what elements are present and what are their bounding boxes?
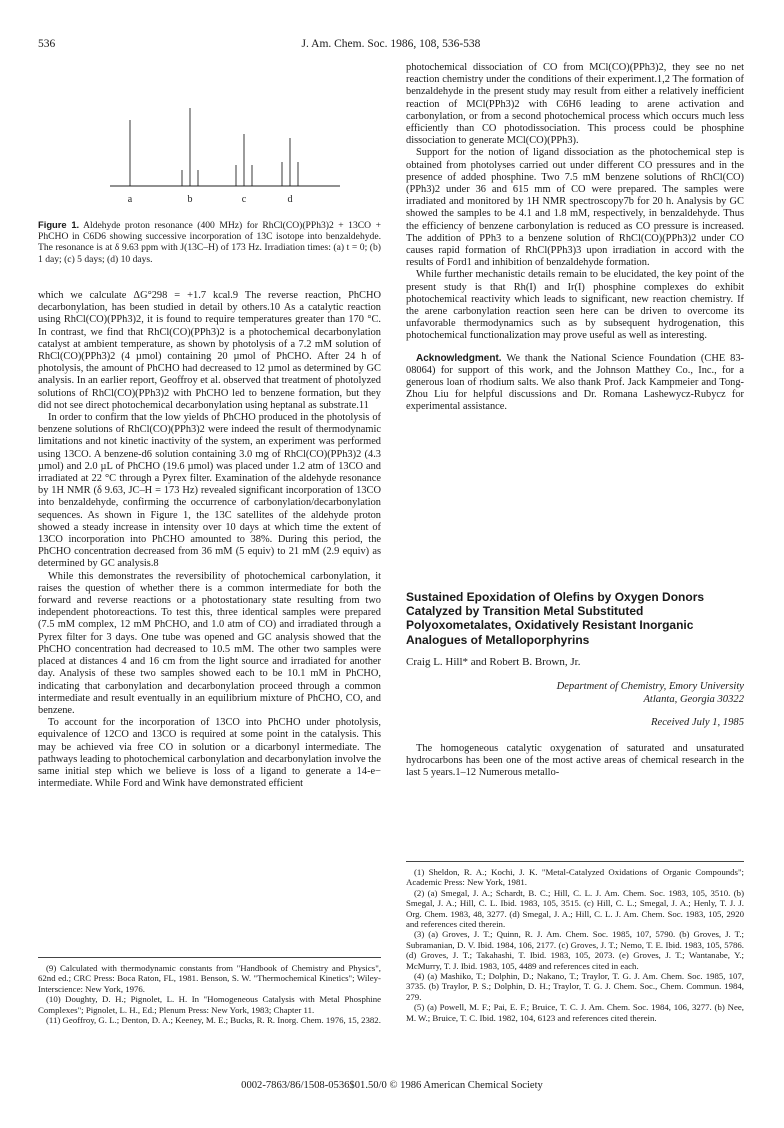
footnote: (1) Sheldon, R. A.; Kochi, J. K. "Metal-Catalyzed Oxidations of Organic Compounds"; Academic Press: New York, 1981. [406, 867, 744, 888]
copyright-footer: 0002-7863/86/1508-0536$01.50/0 © 1986 American Chemical Society [241, 1080, 543, 1091]
article-title: Sustained Epoxidation of Olefins by Oxygen Donors Catalyzed by Transition Metal Substituted Polyoxometalates, Oxidatively Resistant Inorganic Analogues of Metalloporphyrins [406, 590, 705, 647]
figure-label-c: c [241, 194, 247, 205]
body-paragraph: photochemical dissociation of CO from MCl(CO)(PPh3)2, they see no net reaction chemistry under the conditions of their experiment.1,2 The formation of benzaldehyde in the present study may result from either a relatively inefficient reaction of MCl(PPh3)2 with C6H6 leading to arene activation and carbonylation, or from a second photochemical process which occurs much less efficiently than CO photodissociation. This process could be phosphine dissociation to generate MCl(CO)(PPh3). [406, 62, 744, 147]
caption-label: Figure 1. [38, 219, 80, 230]
body-paragraph: While this demonstrates the reversibility of photochemical carbonylation, it raises the question of whether there is a common intermediate for both the forward and reverse reactions or a photostationary state resulting from two independent photoreactions. To test this, three identical samples were prepared (7.5 mM complex, 12 mM PhCHO, and 1.0 atm of CO) and irradiated through a Pyrex filter for 3 days. One tube was opened and GC analysis showed that the PhCHO concentration had decreased to 10.5 mM. The other two samples were placed at distances 4 and 16 cm from the light source and irradiated for another day. Analysis of these two samples showed each to be 10.1 mM in PhCHO, indicating that carbonylation and decarbonylation proceed through a common intermediate and result eventually in an equilibrium mixture of PhCHO, CO, and benzene. [38, 570, 381, 716]
figure-label-b: b [187, 194, 193, 205]
figure-caption [38, 219, 381, 265]
acknowledgment-text: We thank the National Science Foundation (CHE 83-08064) for support of this work, and the Johnson Matthey Co., Inc., for a generous loan of rhodium salts. We also thank Prof. Jack Kampmeier and Tong-Zhou Liu for helpful discussions and Dr. Romana Lashewycz-Rubycz for experimental assistance. [406, 352, 744, 413]
affiliation-department: Department of Chemistry, Emory University [556, 681, 744, 692]
footnote: (11) Geoffroy, G. L.; Denton, D. A.; Keeney, M. E.; Bucks, R. R. Inorg. Chem. 1976, 15, 2382. [46, 1015, 381, 1026]
body-paragraph: While further mechanistic details remain to be elucidated, the key point of the present study is that Rh(I) and Ir(I) phosphine complexes do exhibit photochemical reactivity which leads to significant, new reaction chemistry. If the arene carbonylation reaction seen here can be driven to overcome its unfavorable thermodynamics such as by subsequent hydrogenation, this photochemical functionalization may prove useful as well as interesting. [406, 269, 744, 342]
footnote: (10) Doughty, D. H.; Pignolet, L. H. In "Homogeneous Catalysis with Metal Phosphine Complexes"; Pignolet, L. H., Ed.; Plenum Press: New York, 1983; Chapter 11. [38, 994, 381, 1015]
right-footnotes [406, 861, 744, 1023]
page-number: 536 [38, 38, 56, 50]
body-paragraph: To account for the incorporation of 13CO into PhCHO under photolysis, equivalence of 12CO and 13CO is required at some point in the catalysis. This may be achieved via free CO in solution or a dicarbonyl intermediate. The pathways leading to photochemical carbonylation and decarbonylation involve the same initial step which we believe is loss of a ligand to generate a 14-e− intermediate. While Ford and Wink have demonstrated efficient [38, 717, 381, 790]
right-column [406, 62, 744, 414]
left-column [38, 290, 381, 790]
left-footnotes [38, 957, 381, 1025]
acknowledgment-label: Acknowledgment. [416, 352, 502, 364]
running-header [38, 38, 744, 54]
body-paragraph: In order to confirm that the low yields of PhCHO produced in the photolysis of benzene solutions of RhCl(CO)(PPh3)2 were indeed the result of thermodynamic limitations and not kinetic inactivity of the system, an experiment was performed using 13CO. A benzene-d6 solution containing 3.0 mg of RhCl(CO)(PPh3)2 (4.3 µmol) and 2.0 µL of PhCHO (19.6 µmol) was placed under 1.2 atm of 13CO and irradiated at 22 °C through a Pyrex filter. Examination of the aldehyde resonance by 1H NMR (δ 9.63, JC–H = 173 Hz) revealed significant incorporation of 13CO into benzaldehyde, confirming the occurrence of carbonylation/decarbonylation sequences. As shown in Figure 1, the 13C satellites of the aldehyde proton showed a steady increase in intensity over 10 days at which time the extent of 13CO incorporation into PhCHO amounted to 38%. During this period, the PhCHO concentration decreased from 36 mM (5 equiv) to 21 mM (2.9 equiv) as determined by GC analysis.8 [38, 412, 381, 570]
body-paragraph: which we calculate ΔG°298 = +1.7 kcal.9 The reverse reaction, PhCHO decarbonylation, has been studied in detail by others.10 As a catalytic reaction using RhCl(CO)(PPh3)2, it is found to require temperatures greater than 170 °C. In contrast, we find that RhCl(CO)(PPh3)2 is a photochemical decarbonylation catalyst at ambient temperature, as shown by photolysis of a 7.2 mM solution of RhCl(CO)(PPh3)2 (4 µmol) containing 20 µmol of PhCHO. After 24 h of photolysis, the amount of PhCHO had decreased to 12 µmol as determined by GC analysis. In an earlier report, Geoffroy et al. observed that treatment of photolyzed solutions of RhCl(CO)(PPh3)2 with PhCHO led to benzene formation, but they did not see direct photochemical decarbonylation using heptanal as substrate.11 [38, 290, 381, 411]
body-paragraph: Support for the notion of ligand dissociation as the photochemical step is obtained from photolyses carried out under different CO pressures and in the presence of added phosphine. Two 7.5 mM benzene solutions of RhCl(CO)(PPh3)2 under 36 and 615 mm of CO were prepared. The samples were irradiated and monitored by 1H NMR spectroscopy7b for 20 h. Analysis by GC showed the samples to be 4.1 and 1.8 mM, respectively, in benzaldehyde. Thus the efficiency of benzene carbonylation is reduced as CO pressure is increased. The addition of PPh3 to a benzene solution of RhCl(CO)(PPh3)2 under CO causes rapid formation of RhCl(PPh3)3 upon irradiation in accord with the results of Ford1 and inhibition of benzaldehyde formation. [406, 147, 744, 269]
abstract-paragraph: The homogeneous catalytic oxygenation of saturated and unsaturated hydrocarbons has been one of the most active areas of chemical research in the last 5 years.1–12 Numerous metallo- [406, 743, 744, 779]
nmr-spectrum-figure [110, 100, 340, 210]
footnote: (9) Calculated with thermodynamic constants from "Handbook of Chemistry and Physics", 62nd ed.; CRC Press: Boca Raton, FL, 1981. Benson, S. W. "Thermochemical Kinetics"; Wiley-Interscience: New York, 1976. [38, 963, 381, 994]
journal-citation: J. Am. Chem. Soc. 1986, 108, 536-538 [301, 38, 481, 50]
footnote: (2) (a) Smegal, J. A.; Schardt, B. C.; Hill, C. L. J. Am. Chem. Soc. 1983, 105, 3510. (b) Smegal, J. A.; Hill, C. L. Ibid. 1983, 105, 3515. (c) Hill, C. L.; Smegal, J. A.; Henly, T. J. J. Org. Chem. 1983, 48, 3277. (d) Smegal, J. A.; Hill, C. L. J. Am. Chem. Soc. 1983, 105, 2920 and references cited therein. [406, 887, 744, 930]
received-date: Received July 1, 1985 [651, 717, 744, 728]
figure-label-a: a [127, 194, 133, 205]
affiliation-city: Atlanta, Georgia 30322 [643, 694, 744, 705]
article-affiliation [406, 680, 744, 706]
footnote: (4) (a) Mashiko, T.; Dolphin, D.; Nakano, T.; Traylor, T. G. J. Am. Chem. Soc. 1985, 107, 3735. (b) Traylor, P. S.; Dolphin, D. H.; Traylor, T. G. J. Chem. Soc., Chem. Commun. 1984, 279. [406, 971, 744, 1002]
acknowledgment [406, 353, 744, 414]
footnote: (3) (a) Groves, J. T.; Quinn, R. J. Am. Chem. Soc. 1985, 107, 5790. (b) Groves, J. T.; Subramanian, D. V. Ibid. 1984, 106, 2177. (c) Groves, J. T.; Nemo, T. E. Ibid. 1983, 105, 5786. (d) Groves, J. T.; Takahashi, T. Ibid. 1983, 105, 2073. (e) Groves, J. T.; Wantanabe, Y.; McMurry, T. J. Ibid. 1983, 105, 4489 and references cited in each. [406, 929, 744, 971]
article-abstract [406, 743, 744, 780]
footnote: (5) (a) Powell, M. F.; Pai, E. F.; Bruice, T. C. J. Am. Chem. Soc. 1984, 106, 3277. (b) Nee, M. W.; Bruice, T. C. Ibid. 1982, 104, 6123 and references cited therein. [406, 1002, 744, 1023]
caption-text: Aldehyde proton resonance (400 MHz) for RhCl(CO)(PPh3)2 + 13CO + PhCHO in C6D6 showing successive incorporation of 13C isotope into benzaldehyde. The resonance is at δ 9.63 ppm with J(13C–H) of 173 Hz. Irradiation times: (a) t = 0; (b) 1 day; (c) 5 days; (d) 10 days. [38, 220, 381, 265]
figure-label-d: d [287, 194, 293, 205]
article-authors: Craig L. Hill* and Robert B. Brown, Jr. [406, 656, 581, 668]
